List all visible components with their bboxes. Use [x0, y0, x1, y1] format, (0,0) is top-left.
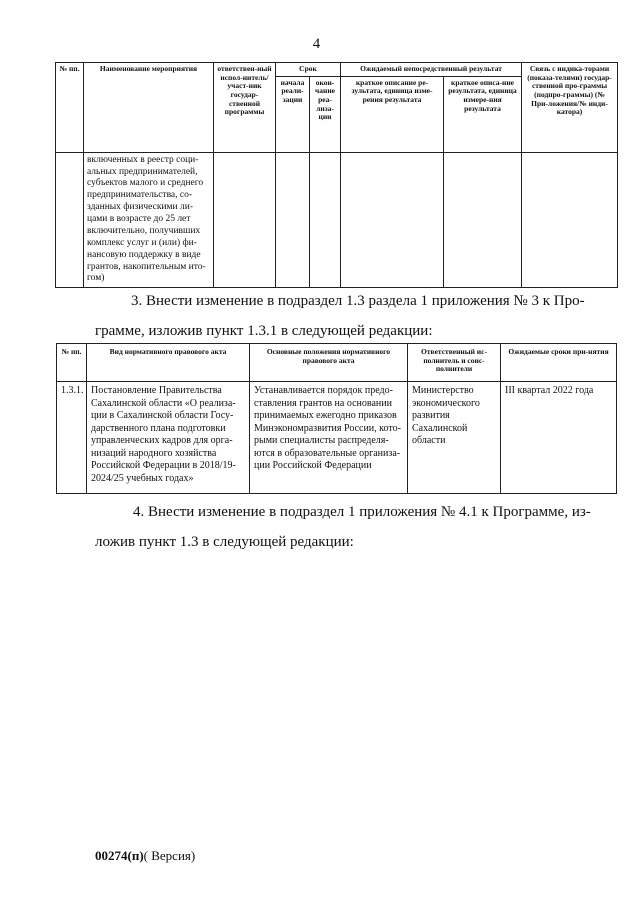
- row-executors-cell: Министерство экономического развития Сахалинской области: [408, 382, 501, 494]
- acts-table: [56, 343, 617, 494]
- col2-provisions-header: Основные положения нормативного правового акта: [250, 344, 408, 382]
- row-provisions-cell: Устанавливается порядок предо-ставления грантов на основании принимаемых ежегодно приказов Минэкономразвития России, кото-рыми специалисты распределя-ются в образовательные организа-ции Российской Федерации: [250, 382, 408, 494]
- col-expected-header: Ожидаемый непосредственный результат: [341, 63, 522, 77]
- row-num-cell: 1.3.1.: [57, 382, 87, 494]
- document-footer: [95, 848, 195, 864]
- row-name-cell: включенных в реестр соци-альных предпринимателей, субъектов малого и среднего предпринимательства, со-зданных физическими ли-цами в возрасте до 25 лет включительно, получивших комплекс услуг и (или) фи-нансовую поддержку в виде грантов, накопительным ито-гом): [84, 152, 214, 288]
- row-dates-cell: III квартал 2022 года: [501, 382, 617, 494]
- paragraph-4: 4. Внести изменение в подраздел 1 приложения № 4.1 к Программе, из-ложив пункт 1.3 в следующей редакции:: [95, 504, 591, 550]
- col-expected-short-header: краткое описание ре-зультата, единица изме-рения результата: [341, 76, 444, 152]
- table-row: [57, 382, 617, 494]
- col-term-end-header: окон-чание реа-лиза-ции: [310, 76, 341, 152]
- col-executor-header: ответствен-ный испол-нитель/участ-ник государ-ственной программы: [214, 63, 276, 153]
- col-link-header: Связь с индика-торами (показа-телями) государ-ственной про-граммы (подпро-граммы) (№ При-ложения/№ инди-катора): [522, 63, 618, 153]
- col2-executors-header: Ответственный ис-полнитель и соис-полнители: [408, 344, 501, 382]
- document-code: 00274(п): [95, 848, 144, 863]
- measures-table: [55, 62, 618, 288]
- col-term-start-header: начала реали-зации: [276, 76, 310, 152]
- col-num-header: № пп.: [56, 63, 84, 153]
- document-version: ( Версия): [143, 848, 196, 863]
- col2-num-header: № пп.: [57, 344, 87, 382]
- col-term-header: Срок: [276, 63, 341, 77]
- col-name-header: Наименование мероприятия: [84, 63, 214, 153]
- col2-dates-header: Ожидаемые сроки при-нятия: [501, 344, 617, 382]
- col2-act-header: Вид нормативного правового акта: [87, 344, 250, 382]
- page-number: 4: [312, 36, 321, 52]
- col-expected-short2-header: краткое описа-ние результата, единица измере-ния результата: [444, 76, 522, 152]
- table-row: [56, 152, 618, 288]
- paragraph-3: 3. Внести изменение в подраздел 1.3 раздела 1 приложения № 3 к Про-грамме, изложив пункт 1.3.1 в следующей редакции:: [95, 293, 585, 339]
- row-act-cell: Постановление Правительства Сахалинской области «О реализа-ции в Сахалинской области Госу-дарственного плана подготовки управленческих кадров для орга-низаций народного хозяйства Российской Федерации в 2018/19-2024/25 учебных годах»: [87, 382, 250, 494]
